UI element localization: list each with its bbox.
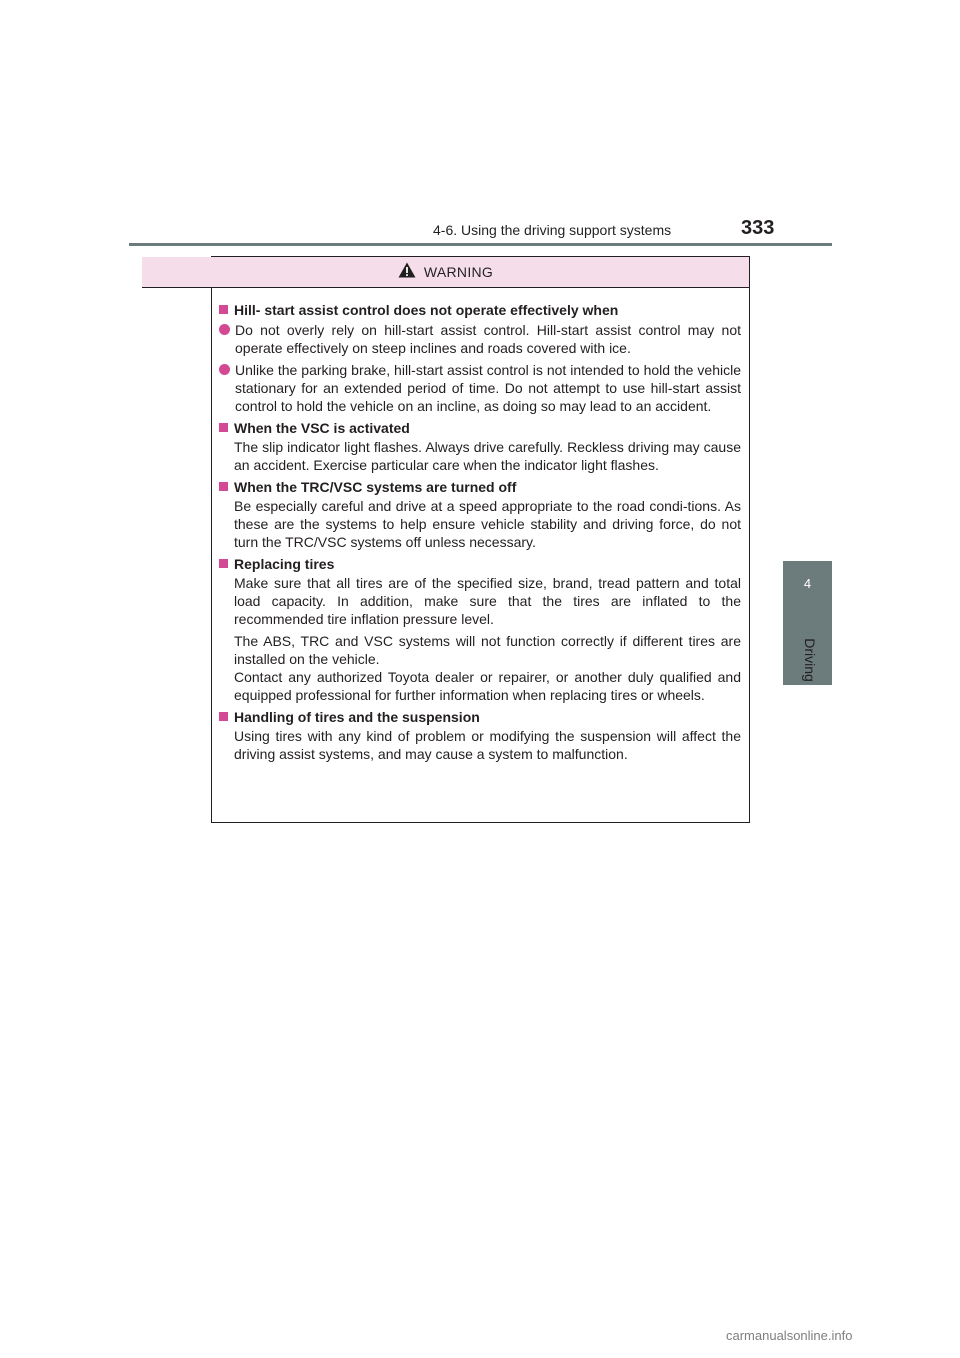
bullet-item: [219, 361, 741, 415]
section-heading-text: When the TRC/VSC systems are turned off: [234, 479, 517, 495]
dot-bullet-icon: [219, 364, 230, 375]
warning-section: [219, 708, 741, 763]
square-bullet-icon: [219, 712, 228, 721]
bullet-item: [219, 321, 741, 357]
section-heading-text: Replacing tires: [234, 556, 335, 572]
warning-body: [212, 288, 749, 763]
section-heading: [219, 555, 741, 573]
bullet-text: Unlike the parking brake, hill-start assist control is not intended to hold the vehicle stationary for an extended period of time. Do not attempt to use hill-start assist control to hold the vehicle on an incline, as doing so may lead to an accident.: [235, 362, 741, 414]
page-number: 333: [741, 217, 775, 239]
paragraph: [234, 632, 741, 704]
section-heading-text: When the VSC is activated: [234, 420, 410, 436]
warning-section: [219, 478, 741, 551]
paragraph: Be especially careful and drive at a speed appropriate to the road condi-tions. As these are the systems to help ensure vehicle stability and driving force, do not turn the TRC/VSC systems off unless necessary.: [234, 498, 741, 550]
paragraph-line: Contact any authorized Toyota dealer or repairer, or another duly qualified and equipped professional for further information when replacing tires or wheels.: [234, 669, 741, 703]
square-bullet-icon: [219, 559, 228, 568]
warning-label: WARNING: [423, 264, 494, 280]
warning-triangle-icon: [398, 262, 416, 283]
warning-box: [211, 256, 750, 823]
warning-section: [219, 301, 741, 415]
section-heading-text: Handling of tires and the suspension: [234, 709, 480, 725]
watermark-logo: carmanualsonline.info: [726, 1328, 853, 1343]
paragraph: Make sure that all tires are of the specified size, brand, tread pattern and total load capacity. In addition, make sure that the tires are inflated to the recommended tire inflation pressure level.: [234, 575, 741, 627]
square-bullet-icon: [219, 305, 228, 314]
paragraph: Using tires with any kind of problem or modifying the suspension will affect the driving assist systems, and may cause a system to malfunction.: [234, 728, 741, 762]
header-section-title: 4-6. Using the driving support systems: [433, 222, 672, 238]
section-heading: [219, 708, 741, 726]
section-heading: [219, 301, 741, 319]
dot-bullet-icon: [219, 324, 230, 335]
section-heading-text: Hill- start assist control does not operate effectively when: [234, 302, 619, 318]
section-heading: [219, 478, 741, 496]
square-bullet-icon: [219, 423, 228, 432]
bullet-text: Do not overly rely on hill-start assist control. Hill-start assist control may not operate effectively on steep inclines and roads covered with ice.: [235, 322, 741, 356]
warning-header: [142, 257, 749, 288]
chapter-label: Driving: [802, 638, 818, 682]
warning-section: [219, 555, 741, 704]
chapter-number: 4: [803, 576, 812, 591]
square-bullet-icon: [219, 482, 228, 491]
section-heading: [219, 419, 741, 437]
warning-section: [219, 419, 741, 474]
paragraph: The slip indicator light flashes. Always drive carefully. Reckless driving may cause an accident. Exercise particular care when the indicator light flashes.: [234, 439, 741, 473]
paragraph-line: The ABS, TRC and VSC systems will not function correctly if different tires are installed on the vehicle.: [234, 633, 741, 667]
header-rule: [129, 243, 832, 246]
